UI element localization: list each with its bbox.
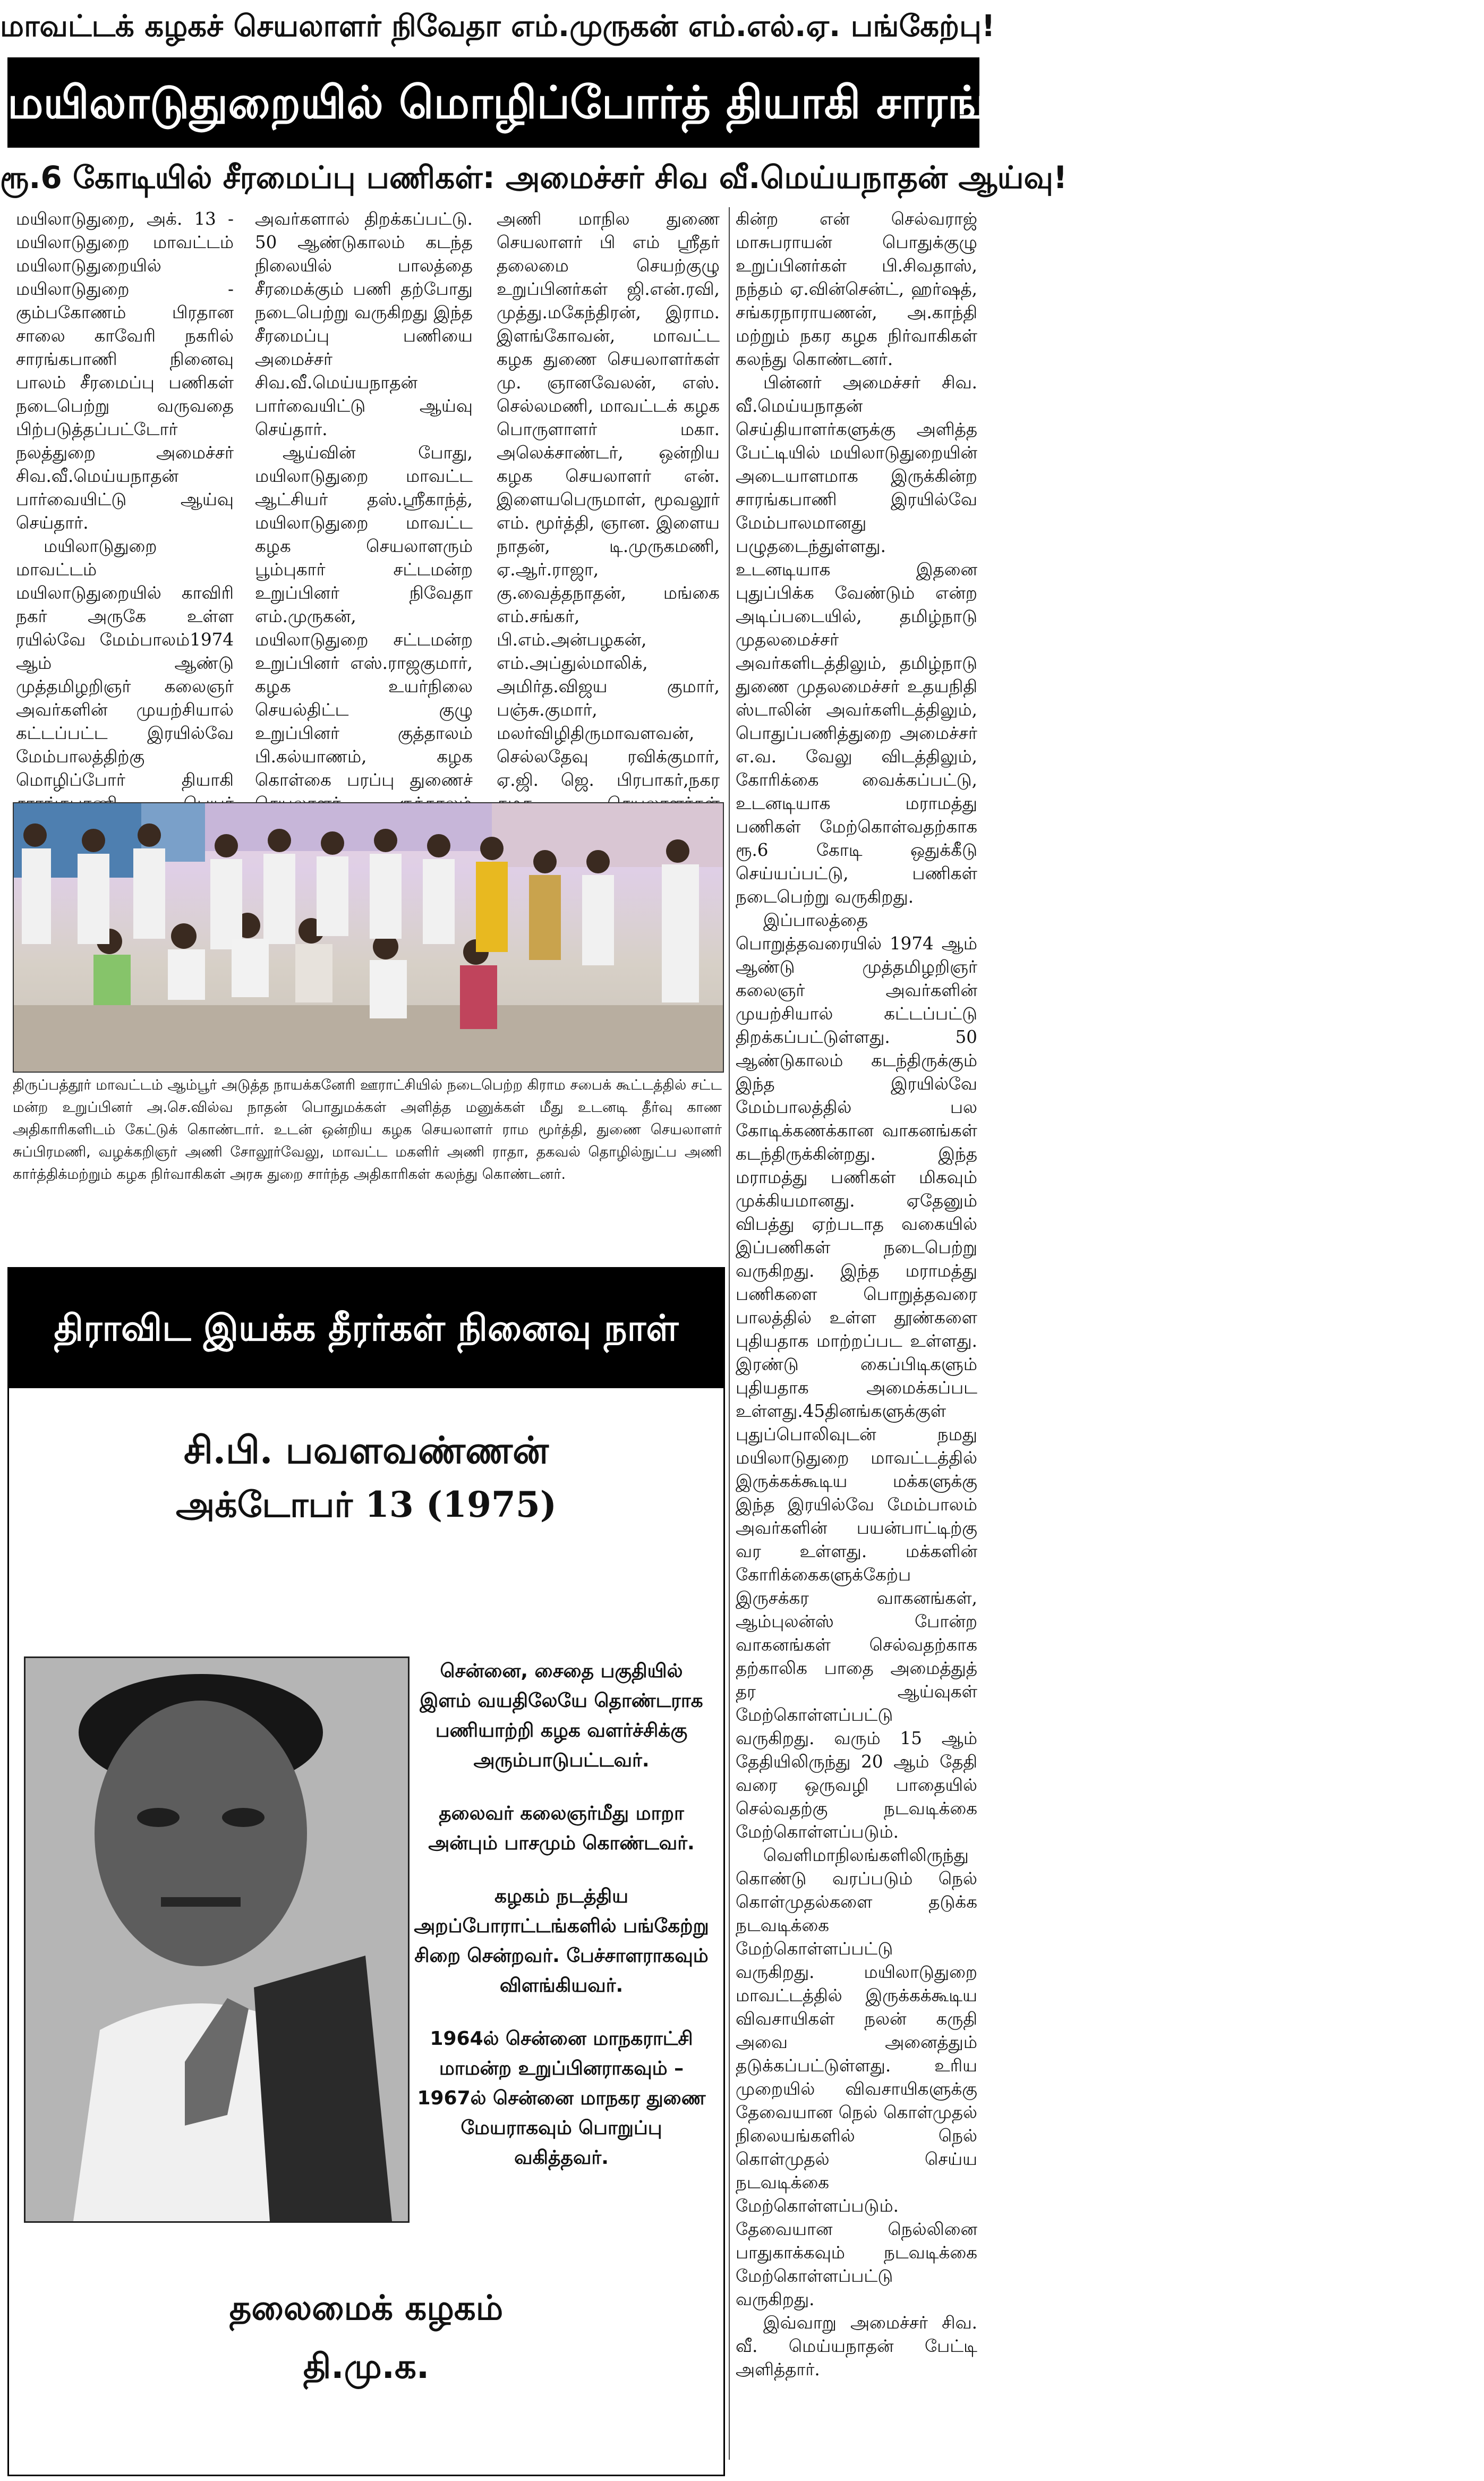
signoff-head-office: தலைமைக் கழகம் <box>229 2289 504 2328</box>
paragraph: அவர்களால் திறக்கப்பட்டு. 50 ஆண்டுகாலம் கடந்த நிலையில் பாலத்தை சீரமைக்கும் பணி தற்போது நடைபெற்று வருகிறது இந்த சீரமைப்பு பணியை அமைச்சர் சிவ.வீ.மெய்யநாதன் பார்வையிட்டு ஆய்வு செய்தார். <box>255 209 473 439</box>
memorial-header: திராவிட இயக்க தீரர்கள் நினைவு நாள் <box>9 1269 723 1388</box>
paragraph: மயிலாடுதுறை, அக். 13 - மயிலாடுதுறை மாவட்டம் மயிலாடுதுறையில் மயிலாடுதுறை - கும்பகோணம் பிரதான சாலை காவேரி நகரில் சாரங்கபாணி நினைவு பாலம் சீரமைப்பு பணிகள் நடைபெற்று வருவதை பிற்படுத்தப்பட்டோர் நலத்துறை அமைச்சர் சிவ.வீ.மெய்யநாதன் பார்வையிட்டு ஆய்வு செய்தார். <box>16 209 234 533</box>
headline: மயிலாடுதுறையில் மொழிப்போர்த் தியாகி சாரங்கபாணி நினைவு பாலம்! <box>7 57 979 148</box>
bio-paragraph: 1964ல் சென்னை மாநகராட்சி மாமன்ற உறுப்பினராகவும் – 1967ல் சென்னை மாநகர துணை மேயராகவும் பொறுப்பு வகித்தவர். <box>417 2028 706 2169</box>
bio-paragraph: கழகம் நடத்திய அறப்போராட்டங்களில் பங்கேற்று சிறை சென்றவர். பேச்சாளராகவும் விளங்கியவர். <box>414 1885 709 1996</box>
subheadline: ரூ.6 கோடியில் சீரமைப்பு பணிகள்: அமைச்சர் சிவ வீ.மெய்யநாதன் ஆய்வு! <box>0 159 1068 196</box>
article-column-1 <box>16 207 234 792</box>
news-photo <box>13 802 724 1073</box>
bio-paragraph: தலைவர் கலைஞர்மீது மாறா அன்பும் பாசமும் கொண்டவர். <box>428 1803 695 1854</box>
article-column-4 <box>736 207 977 2460</box>
memorial-date: அக்டோபர் 13 (1975) <box>176 1484 557 1525</box>
paragraph: பின்னர் அமைச்சர் சிவ. வீ.மெய்யநாதன் செய்தியாளர்களுக்கு அளித்த பேட்டியில் மயிலாடுதுறையின் அடையாளமாக இருக்கின்ற சாரங்கபாணி இரயில்வே மேம்பாலமானது பழுதடைந்துள்ளது. உடனடியாக இதனை புதுப்பிக்க வேண்டும் என்ற அடிப்படையில், தமிழ்நாடு முதலமைச்சர் அவர்களிடத்திலும், தமிழ்நாடு துணை முதலமைச்சர் உதயநிதி ஸ்டாலின் அவர்களிடத்திலும், பொதுப்பணித்துறை அமைச்சர் எ.வ. வேலு விடத்திலும், கோரிக்கை வைக்கப்பட்டு, உடனடியாக மராமத்து பணிகள் மேற்கொள்வதற்காக ரூ.6 கோடி ஒதுக்கீடு செய்யப்பட்டு, பணிகள் நடைபெற்று வருகிறது. <box>736 372 977 907</box>
portrait-photo <box>24 1656 410 2223</box>
memorial-bio <box>413 1656 710 2230</box>
memorial-notice <box>7 1267 725 2476</box>
photo-caption: திருப்பத்தூர் மாவட்டம் ஆம்பூர் அடுத்த நாயக்கனேரி ஊராட்சியில் நடைபெற்ற கிராம சபைக் கூட்டத்தில் சட்ட மன்ற உறுப்பினர் அ.செ.வில்வ நாதன் பொதுமக்கள் அளித்த மனுக்கள் மீது உடனடி தீர்வு காண அதிகாரிகளிடம் கேட்டுக் கொண்டார். உடன் ஒன்றிய கழக செயலாளர் ராம மூர்த்தி, துணை செயலாளர் சுப்பிரமணி, வழக்கறிஞர் அணி சோலூர்வேலு, மாவட்ட மகளிர் அணி ராதா, தகவல் தொழில்நுட்ப அணி கார்த்திக்மற்றும் கழக நிர்வாகிகள் அரசு துறை சார்ந்த அதிகாரிகள் கலந்து கொண்டனர். <box>13 1077 722 1183</box>
paragraph: வெளிமாநிலங்களிலிருந்து கொண்டு வரப்படும் நெல் கொள்முதல்களை தடுக்க நடவடிக்கை மேற்கொள்ளப்பட்டு வருகிறது. மயிலாடுதுறை மாவட்டத்தில் இருக்கக்கூடிய விவசாயிகள் நலன் கருதி அவை அனைத்தும் தடுக்கப்பட்டுள்ளது. உரிய முறையில் விவசாயிகளுக்கு தேவையான நெல் கொள்முதல் நிலையங்களில் நெல் கொள்முதல் செய்ய நடவடிக்கை மேற்கொள்ளப்படும். தேவையான நெல்லினை பாதுகாக்கவும் நடவடிக்கை மேற்கொள்ளப்பட்டு வருகிறது. <box>736 1845 977 2309</box>
paragraph: ஆய்வின் போது, மயிலாடுதுறை மாவட்ட ஆட்சியர் தஸ்.ஸ்ரீகாந்த், மயிலாடுதுறை மாவட்ட கழக செயலாளரும் பூம்புகார் சட்டமன்ற உறுப்பினர் நிவேதா எம்.முருகன், மயிலாடுதுறை சட்டமன்ற உறுப்பினர் எஸ்.ராஜகுமார், கழக உயர்நிலை செயல்திட்ட குழு உறுப்பினர் குத்தாலம் பி.கல்யாணம், கழக கொள்கை பரப்பு துணைச் <box>255 443 473 790</box>
kicker-line: மாவட்டக் கழகச் செயலாளர் நிவேதா எம்.முருகன் எம்.எல்.ஏ. பங்கேற்பு! <box>0 9 995 44</box>
article-column-2 <box>255 207 473 792</box>
paragraph: இவ்வாறு அமைச்சர் சிவ. வீ. மெய்யநாதன் பேட்டி அளித்தார். <box>736 2313 977 2380</box>
paragraph: மயிலாடுதுறை மாவட்டம் மயிலாடுதுறையில் காவிரி நகர் அருகே உள்ள ரயில்வே மேம்பாலம்1974 ஆம் ஆண்டு முத்தமிழறிஞர் கலைஞர் அவர்களின் முயற்சியால் கட்டப்பட்ட இரயில்வே மேம்பாலத்திற்கு மொழிப்போர் தியாகி <box>16 536 234 790</box>
paragraph: இப்பாலத்தை பொறுத்தவரையில் 1974 ஆம் ஆண்டு முத்தமிழறிஞர் கலைஞர் அவர்களின் முயற்சியால் கட்டப்பட்டு திறக்கப்பட்டுள்ளது. 50 ஆண்டுகாலம் கடந்திருக்கும் இந்த இரயில்வே மேம்பாலத்தில் பல கோடிக்கணக்கான வாகனங்கள் கடந்திருக்கின்றது. இந்த மராமத்து பணிகள் மிகவும் முக்கியமானது. ஏதேனும் விபத்து ஏற்படாத வகையில் இப்பணிகள் நடைபெற்று வருகிறது. இந்த மராமத்து பணிகளை பொறுத்தவரை பாலத்தில் உள்ள தூண்களை புதியதாக மாற்றப்பட உள்ளது. இரண்டு கைப்பிடிகளும் புதியதாக அமைக்கப்பட உள்ளது.45தினங்களுக்குள் புதுப்பொலிவுடன் நமது மயிலாடுதுறை மாவட்டத்தில் இருக்கக்கூடிய மக்களுக்கு இந்த இரயில்வே மேம்பாலம் அவர்களின் பயன்பாட்டிற்கு வர உள்ளது. மக்களின் கோரிக்கைகளுக்கேற்ப இருசக்கர வாகனங்கள், ஆம்புலன்ஸ் போன்ற வாகனங்கள் செல்வதற்காக தற்காலிக பாதை அமைத்துத் தர ஆய்வுகள் மேற்கொள்ளப்பட்டு வருகிறது. வரும் 15 ஆம் தேதியிலிருந்து 20 ஆம் தேதி வரை ஒருவழி பாதையில் செல்வதற்கு நடவடிக்கை மேற்கொள்ளப்படும். <box>736 910 977 1842</box>
signoff-party: தி.மு.க. <box>303 2347 430 2386</box>
bio-paragraph: சென்னை, சைதை பகுதியில் இளம் வயதிலேயே தொண்டராக பணியாற்றி கழக வளர்ச்சிக்கு அரும்பாடுபட்டவர். <box>420 1660 703 1771</box>
article-column-3 <box>497 207 720 792</box>
column-divider <box>729 207 730 2460</box>
paragraph: அணி மாநில துணை செயலாளர் பி எம் ஸ்ரீதர் தலைமை செயற்குழு உறுப்பினர்கள் ஜி.என்.ரவி, முத்து.மகேந்திரன், இராம. இளங்கோவன், மாவட்ட கழக துணை செயலாளர்கள் மு. ஞானவேலன், எஸ். செல்லமணி, மாவட்டக் கழக பொருளாளர் மகா. அலெக்சாண்டர், ஒன்றிய கழக செயலாளர் என். இளையபெருமாள், மூவலூர் எம். மூர்த்தி, ஞான. இளைய நாதன், டி.முருகமணி, ஏ.ஆர்.ராஜா, கு.வைத்தநாதன், மங்கை எம்.சங்கர், பி.எம்.அன்பழகன், எம்.அப்துல்மாலிக், அமிர்த.விஜய குமார், பஞ்சு.குமார், மலர்விழிதிருமாவளவன், செல்லதேவு ரவிக்குமார், ஏ.ஜி. ஜெ. பிரபாகர்,நகர <box>497 209 720 790</box>
paragraph: கின்ற என் செல்வராஜ் மாசுபராயன் பொதுக்குழு உறுப்பினர்கள் பி.சிவதாஸ், நந்தம் ஏ.வின்சென்ட், ஹர்ஷத், சங்கரநாராயணன், அ.காந்தி மற்றும் நகர கழக நிர்வாகிகள் கலந்து கொண்டனர். <box>736 209 977 369</box>
memorial-name: சி.பி. பவளவண்ணன் <box>183 1428 549 1472</box>
